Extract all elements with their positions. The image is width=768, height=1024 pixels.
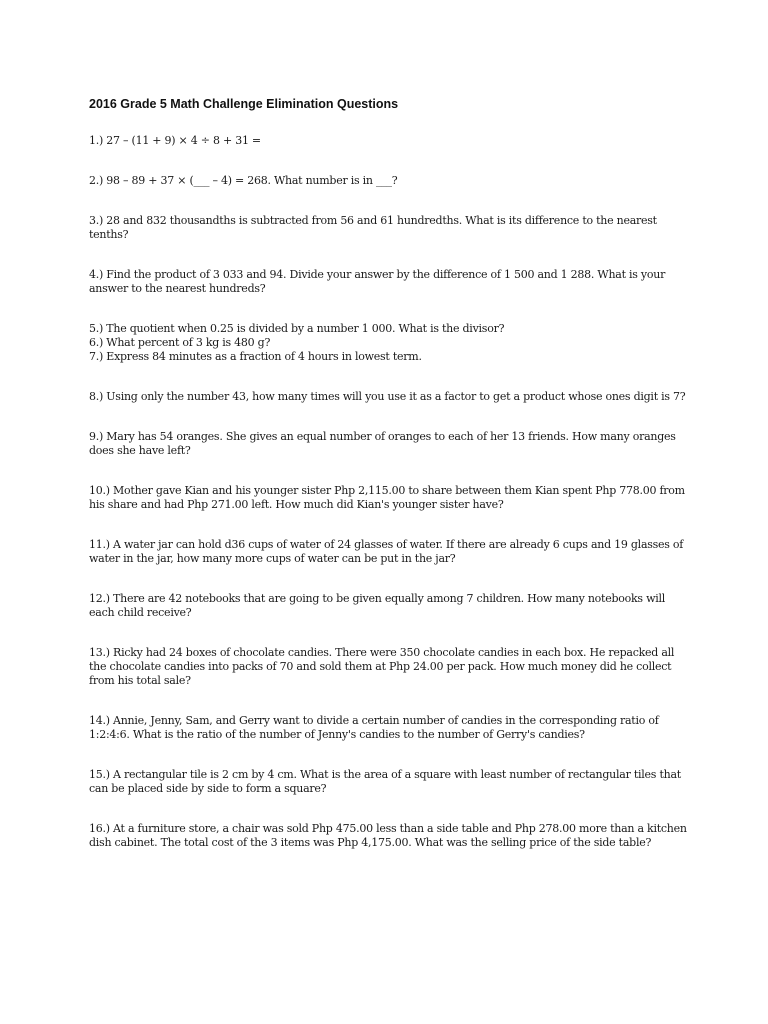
question-13: 13.) Ricky had 24 boxes of chocolate candies. There were 350 chocolate candies in each box. He repacked all the chocolate candies into packs of 70 and sold them at Php 24.00 per pack. How much money did he collect from his total sale? bbox=[89, 646, 675, 687]
question-8: 8.) Using only the number 43, how many times will you use it as a factor to get a product whose ones digit is 7? bbox=[89, 390, 686, 403]
question-2: 2.) 98 – 89 + 37 × (___ – 4) = 268. What number is in ___? bbox=[89, 174, 398, 187]
question-15: 15.) A rectangular tile is 2 cm by 4 cm. What is the area of a square with least number of rectangular tiles that can be placed side by side to form a square? bbox=[89, 768, 681, 795]
question-3: 3.) 28 and 832 thousandths is subtracted from 56 and 61 hundredths. What is its difference to the nearest tenths? bbox=[89, 214, 657, 241]
question-5: 5.) The quotient when 0.25 is divided by a number 1 000. What is the divisor? bbox=[89, 322, 505, 335]
question-6: 6.) What percent of 3 kg is 480 g? bbox=[89, 336, 271, 349]
question-1: 1.) 27 – (11 + 9) × 4 ÷ 8 + 31 = bbox=[89, 134, 261, 147]
question-10: 10.) Mother gave Kian and his younger sister Php 2,115.00 to share between them Kian spent Php 778.00 from his share and had Php 271.00 left. How much did Kian's younger sister have? bbox=[89, 484, 685, 511]
document-page bbox=[89, 96, 689, 876]
question-16: 16.) At a furniture store, a chair was sold Php 475.00 less than a side table and Php 278.00 more than a kitchen dish cabinet. The total cost of the 3 items was Php 4,175.00. What was the selling price of the side table? bbox=[89, 822, 687, 849]
question-11: 11.) A water jar can hold d36 cups of water of 24 glasses of water. If there are already 6 cups and 19 glasses of water in the jar, how many more cups of water can be put in the jar? bbox=[89, 538, 684, 565]
document-title: 2016 Grade 5 Math Challenge Elimination Questions bbox=[89, 97, 399, 111]
question-7: 7.) Express 84 minutes as a fraction of 4 hours in lowest term. bbox=[89, 350, 422, 363]
question-9: 9.) Mary has 54 oranges. She gives an equal number of oranges to each of her 13 friends. How many oranges does she have left? bbox=[89, 430, 676, 457]
question-12: 12.) There are 42 notebooks that are going to be given equally among 7 children. How many notebooks will each child receive? bbox=[89, 592, 666, 619]
question-4: 4.) Find the product of 3 033 and 94. Divide your answer by the difference of 1 500 and 1 288. What is your answer to the nearest hundreds? bbox=[89, 268, 666, 295]
question-14: 14.) Annie, Jenny, Sam, and Gerry want to divide a certain number of candies in the corresponding ratio of 1:2:4:6. What is the ratio of the number of Jenny's candies to the number of Gerry's candies? bbox=[89, 714, 659, 741]
